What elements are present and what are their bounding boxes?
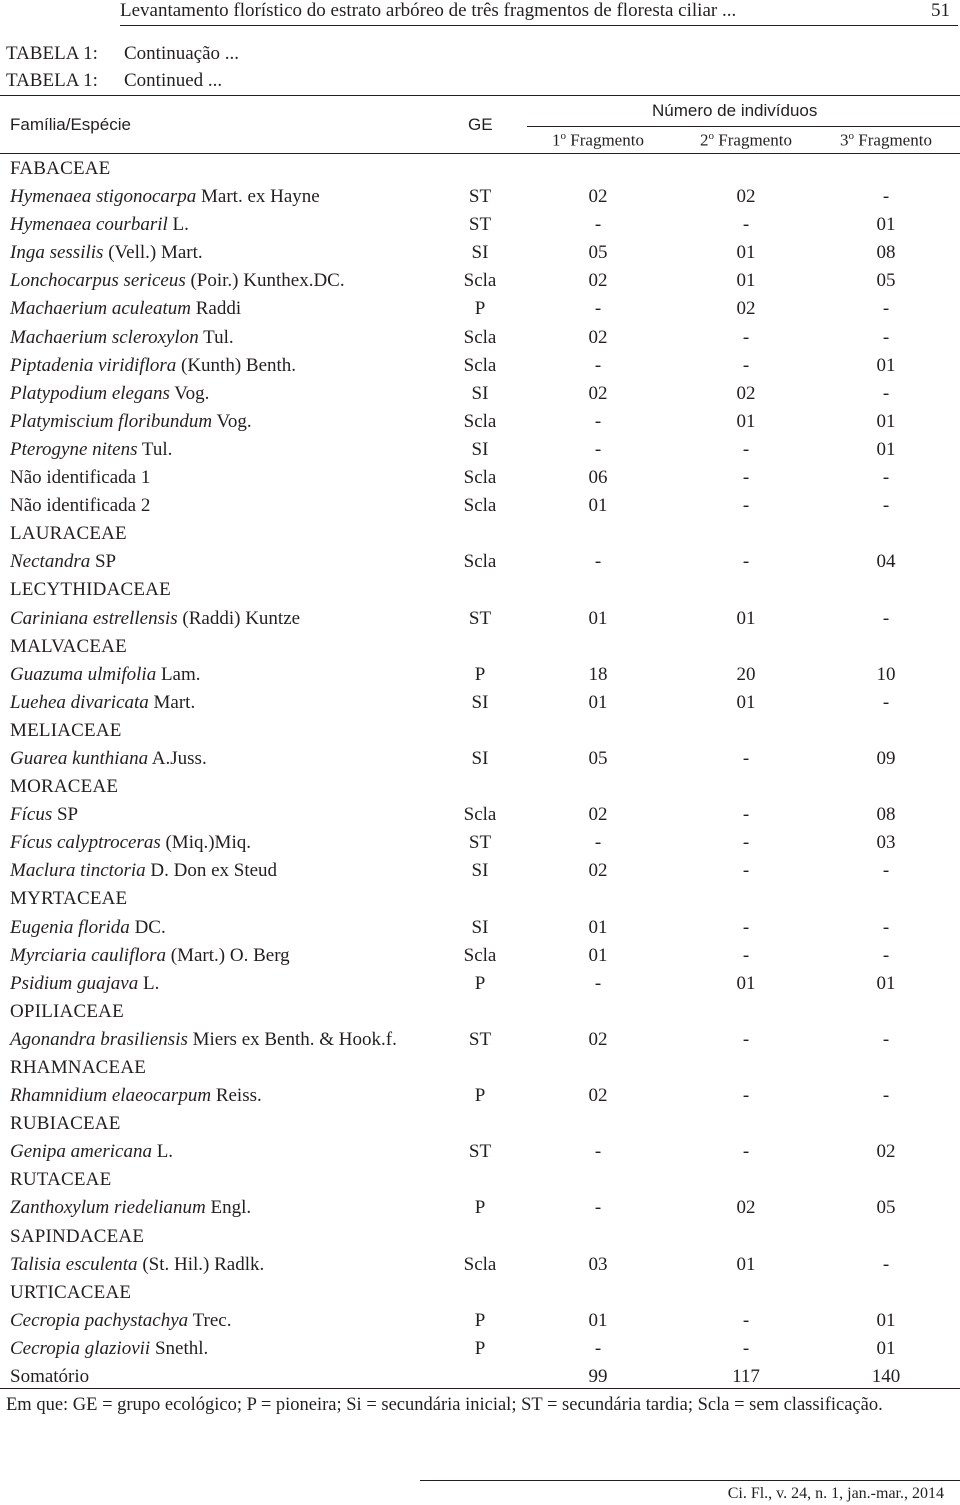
species-author: Somatório	[10, 1366, 90, 1388]
species-author: SP	[90, 551, 117, 573]
ecological-group-cell: SI	[471, 242, 489, 264]
header-bottom-rule	[0, 153, 960, 154]
species-binomial: Guazuma ulmifolia	[10, 663, 157, 685]
ecological-group-cell: Scla	[463, 354, 497, 376]
fragment-1-count: 02	[588, 270, 608, 292]
species-binomial: Piptadenia viridiflora	[10, 354, 177, 376]
species-binomial: Cecropia glaziovii	[10, 1337, 151, 1359]
species-binomial: Cariniana estrellensis	[10, 607, 178, 629]
fragment-1-count: -	[594, 214, 602, 236]
fragment-1-count: 06	[588, 467, 608, 489]
fragment-1-count: 99	[588, 1366, 608, 1388]
species-binomial: Guarea kunthiana	[10, 747, 149, 769]
running-head-title: Levantamento florístico do estrato arbóreo de três fragmentos de floresta ciliar ...	[120, 0, 737, 21]
ecological-group-cell: ST	[468, 607, 492, 629]
fragment-2-count: -	[742, 438, 750, 460]
species-binomial: Cecropia pachystachya	[10, 1309, 189, 1331]
species-author: Mart. ex Hayne	[196, 186, 320, 208]
species-name	[10, 942, 290, 970]
species-binomial: Rhamnidium elaeocarpum	[10, 1085, 212, 1107]
species-author: Não identificada 1	[10, 467, 151, 489]
species-row	[0, 1194, 960, 1222]
species-row	[0, 745, 960, 773]
ecological-group-cell: P	[474, 1085, 486, 1107]
ecological-group-cell: ST	[468, 214, 492, 236]
species-binomial: Talisia esculenta	[10, 1253, 138, 1275]
fragment-3-count: 03	[876, 832, 896, 854]
species-row	[0, 970, 960, 998]
ecological-group-cell: P	[474, 972, 486, 994]
fragment-1-count: 02	[588, 860, 608, 882]
species-binomial: Psidium guajava	[10, 972, 139, 994]
species-author: L.	[151, 1141, 174, 1163]
table-body	[0, 155, 960, 1391]
fragment-2-count: -	[742, 326, 750, 348]
species-author: (Kunth) Benth.	[176, 354, 297, 376]
fragment-1-count: 02	[588, 186, 608, 208]
column-header-ge: GE	[468, 115, 493, 134]
journal-citation: Ci. Fl., v. 24, n. 1, jan.-mar., 2014	[727, 1485, 944, 1502]
ecological-group-cell: Scla	[463, 410, 497, 432]
species-row	[0, 1026, 960, 1054]
family-name: RUTACEAE	[10, 1169, 112, 1191]
fragment-2-count: -	[742, 1085, 750, 1107]
species-name	[10, 970, 159, 998]
fragment-3-count: 09	[876, 747, 896, 769]
fragment-3-count: -	[882, 382, 890, 404]
fragment-1-count: 01	[588, 916, 608, 938]
fragment-1-count: 01	[588, 495, 608, 517]
fragment-1-count: -	[594, 1337, 602, 1359]
species-name	[10, 661, 201, 689]
fragment-3-count: -	[882, 1028, 890, 1050]
fragment-2-count: 20	[736, 663, 756, 685]
fragment-2-count: -	[742, 1028, 750, 1050]
fragment-2-count: 01	[736, 270, 756, 292]
fragment-1-count: 01	[588, 944, 608, 966]
species-author: Engl.	[205, 1197, 252, 1219]
species-name	[10, 436, 172, 464]
fragment-2-count: 01	[736, 410, 756, 432]
ecological-group-cell: Scla	[463, 270, 497, 292]
fragment-3-count: 140	[871, 1366, 901, 1388]
fragment-2-count: 01	[736, 242, 756, 264]
fragment-2-count: -	[742, 467, 750, 489]
footer-rule	[420, 1480, 960, 1481]
species-author: Snethl.	[150, 1337, 209, 1359]
species-author: Mart.	[148, 691, 196, 713]
fragment-3-count: -	[882, 1253, 890, 1275]
species-binomial: Pterogyne nitens	[10, 438, 138, 460]
fragment-3-count: 02	[876, 1141, 896, 1163]
species-binomial: Hymenaea stigonocarpa	[10, 186, 197, 208]
species-row	[0, 183, 960, 211]
species-name	[10, 829, 251, 857]
family-row	[0, 773, 960, 801]
fragment-2-count: -	[742, 804, 750, 826]
species-row	[0, 1082, 960, 1110]
ecological-group-cell: ST	[468, 186, 492, 208]
fragment-3-count: -	[882, 691, 890, 713]
family-name: MYRTACEAE	[10, 888, 128, 910]
table-footnote: Em que: GE = grupo ecológico; P = pioneira; Si = secundária inicial; ST = secundária tardia; Scla = sem classificação.	[6, 1395, 883, 1415]
fragment-1-count: 02	[588, 326, 608, 348]
fragment-3-count: 04	[876, 551, 896, 573]
running-head	[120, 0, 950, 24]
total-row	[0, 1363, 960, 1391]
ecological-group-cell: P	[474, 1197, 486, 1219]
fragment-2-count: -	[742, 1337, 750, 1359]
species-name	[10, 1307, 231, 1335]
species-name	[10, 1026, 397, 1054]
fragment-1-count: -	[594, 832, 602, 854]
fragment-2-count: -	[742, 916, 750, 938]
species-name	[10, 239, 203, 267]
species-name	[10, 689, 195, 717]
species-author: SP	[52, 804, 79, 826]
family-name: LAURACEAE	[10, 523, 127, 545]
species-row	[0, 464, 960, 492]
species-row	[0, 492, 960, 520]
fragment-3-count: 08	[876, 804, 896, 826]
species-binomial: Nectandra	[10, 551, 91, 573]
species-binomial: Fícus calyptroceras	[10, 832, 161, 854]
column-header-fragment-1: 1$^o$ Fragmento	[552, 130, 644, 150]
ecological-group-cell: SI	[471, 860, 489, 882]
family-name: MORACEAE	[10, 776, 119, 798]
species-row	[0, 857, 960, 885]
fragment-3-count: -	[882, 1085, 890, 1107]
species-name	[10, 380, 209, 408]
fragment-3-count: 10	[876, 663, 896, 685]
species-row	[0, 605, 960, 633]
ecological-group-cell: SI	[471, 691, 489, 713]
fragment-3-count: -	[882, 916, 890, 938]
species-name	[10, 548, 116, 576]
ecological-group-cell: SI	[471, 916, 489, 938]
family-name: MELIACEAE	[10, 719, 122, 741]
table-bottom-rule	[0, 1388, 960, 1389]
species-name	[10, 857, 277, 885]
species-name	[10, 464, 150, 492]
family-row	[0, 633, 960, 661]
family-name: RUBIACEAE	[10, 1113, 121, 1135]
species-binomial: Fícus	[10, 804, 53, 826]
species-row	[0, 211, 960, 239]
species-row	[0, 548, 960, 576]
species-binomial: Myrciaria cauliflora	[10, 944, 167, 966]
species-author: L.	[167, 214, 189, 236]
species-row	[0, 829, 960, 857]
ecological-group-cell: P	[474, 298, 486, 320]
caption-label: TABELA 1:	[6, 70, 98, 91]
species-author: (Vell.) Mart.	[103, 242, 203, 264]
family-row	[0, 717, 960, 745]
fragment-1-count: -	[594, 1141, 602, 1163]
fragment-2-count: -	[742, 832, 750, 854]
species-name	[10, 295, 241, 323]
fragment-1-count: 02	[588, 804, 608, 826]
column-header-fragment-2: 2$^o$ Fragmento	[700, 130, 792, 150]
species-row	[0, 1138, 960, 1166]
species-row	[0, 801, 960, 829]
header-rule	[120, 25, 958, 26]
species-binomial: Zanthoxylum riedelianum	[10, 1197, 206, 1219]
fragment-3-count: -	[882, 186, 890, 208]
species-row	[0, 1335, 960, 1363]
species-binomial: Machaerium aculeatum	[10, 298, 191, 320]
fragment-1-count: -	[594, 354, 602, 376]
ecological-group-cell: Scla	[463, 804, 497, 826]
fragment-3-count: -	[882, 495, 890, 517]
species-name	[10, 1138, 173, 1166]
species-author: (Poir.) Kunthex.DC.	[185, 270, 345, 292]
species-row	[0, 239, 960, 267]
column-header-fragment-3: 3$^o$ Fragmento	[840, 130, 932, 150]
fragment-1-count: 01	[588, 1309, 608, 1331]
species-author: L.	[138, 972, 160, 994]
caption-label: TABELA 1:	[6, 43, 98, 64]
family-name: LECYTHIDACEAE	[10, 579, 171, 601]
family-row	[0, 1279, 960, 1307]
ecological-group-cell: Scla	[463, 495, 497, 517]
species-name	[10, 492, 150, 520]
species-row	[0, 352, 960, 380]
fragment-3-count: 01	[876, 410, 896, 432]
species-name	[10, 211, 189, 239]
fragment-2-count: -	[742, 1309, 750, 1331]
fragment-3-count: 08	[876, 242, 896, 264]
species-binomial: Genipa americana	[10, 1141, 152, 1163]
fragment-1-count: 02	[588, 1028, 608, 1050]
species-row	[0, 1307, 960, 1335]
fragment-3-count: -	[882, 326, 890, 348]
fragment-1-count: -	[594, 1197, 602, 1219]
species-author: (Raddi) Kuntze	[177, 607, 301, 629]
species-row	[0, 380, 960, 408]
fragment-2-count: -	[742, 860, 750, 882]
fragment-3-count: -	[882, 467, 890, 489]
species-author: A.Juss.	[148, 747, 207, 769]
fragment-3-count: 01	[876, 1309, 896, 1331]
species-author: (Mart.) O. Berg	[166, 944, 290, 966]
species-row	[0, 408, 960, 436]
ecological-group-cell: Scla	[463, 944, 497, 966]
species-binomial: Platypodium elegans	[10, 382, 170, 404]
species-name	[10, 1251, 264, 1279]
fragment-1-count: -	[594, 972, 602, 994]
ecological-group-cell: Scla	[463, 467, 497, 489]
fragment-3-count: 05	[876, 270, 896, 292]
species-row	[0, 436, 960, 464]
fragment-2-count: 01	[736, 691, 756, 713]
family-row	[0, 520, 960, 548]
species-name	[10, 914, 166, 942]
family-name: FABACEAE	[10, 158, 111, 179]
fragment-3-count: 01	[876, 1337, 896, 1359]
species-binomial: Agonandra brasiliensis	[10, 1028, 188, 1050]
fragment-2-count: -	[742, 354, 750, 376]
fragment-1-count: -	[594, 438, 602, 460]
fragment-2-count: 01	[736, 607, 756, 629]
fragment-2-count: -	[742, 747, 750, 769]
species-name	[10, 1363, 89, 1391]
ecological-group-cell: SI	[471, 382, 489, 404]
table-caption-pt	[6, 43, 239, 65]
species-binomial: Lonchocarpus sericeus	[10, 270, 186, 292]
species-name	[10, 183, 320, 211]
species-name	[10, 1082, 262, 1110]
species-name	[10, 408, 252, 436]
species-author: Vog.	[212, 410, 252, 432]
species-binomial: Inga sessilis	[10, 242, 104, 264]
ecological-group-cell: P	[474, 663, 486, 685]
ecological-group-cell: SI	[471, 438, 489, 460]
fragment-2-count: 02	[736, 298, 756, 320]
species-author: Lam.	[156, 663, 201, 685]
fragment-1-count: 01	[588, 691, 608, 713]
species-name	[10, 324, 234, 352]
fragment-1-count: 05	[588, 747, 608, 769]
fragment-1-count: -	[594, 551, 602, 573]
species-author: (St. Hil.) Radlk.	[137, 1253, 265, 1275]
fragment-2-count: -	[742, 944, 750, 966]
family-row	[0, 1110, 960, 1138]
fragment-3-count: 05	[876, 1197, 896, 1219]
fragment-2-count: 02	[736, 186, 756, 208]
species-binomial: Luehea divaricata	[10, 691, 149, 713]
species-row	[0, 661, 960, 689]
header-sub-rule	[527, 126, 960, 127]
fragment-2-count: 02	[736, 1197, 756, 1219]
ecological-group-cell: SI	[471, 747, 489, 769]
fragment-1-count: 05	[588, 242, 608, 264]
species-author: Tul.	[198, 326, 234, 348]
species-name	[10, 745, 207, 773]
family-row	[0, 998, 960, 1026]
fragment-2-count: -	[742, 214, 750, 236]
ecological-group-cell: Scla	[463, 1253, 497, 1275]
species-author: Não identificada 2	[10, 495, 151, 517]
fragment-1-count: 18	[588, 663, 608, 685]
species-author: Miers ex Benth. & Hook.f.	[187, 1028, 397, 1050]
species-binomial: Maclura tinctoria	[10, 860, 146, 882]
fragment-1-count: -	[594, 410, 602, 432]
species-row	[0, 942, 960, 970]
fragment-1-count: 02	[588, 382, 608, 404]
ecological-group-cell: ST	[468, 1028, 492, 1050]
species-name	[10, 1194, 251, 1222]
caption-text: Continuação ...	[124, 43, 240, 64]
species-binomial: Hymenaea courbaril	[10, 214, 168, 236]
page-number: 51	[931, 0, 950, 21]
species-author: Trec.	[188, 1309, 232, 1331]
ecological-group-cell: Scla	[463, 326, 497, 348]
species-author: D. Don ex Steud	[145, 860, 278, 882]
family-name: OPILIACEAE	[10, 1000, 124, 1022]
species-author: Tul.	[137, 438, 173, 460]
ecological-group-cell: P	[474, 1309, 486, 1331]
fragment-3-count: -	[882, 860, 890, 882]
fragment-1-count: -	[594, 298, 602, 320]
fragment-2-count: -	[742, 551, 750, 573]
family-name: SAPINDACEAE	[10, 1225, 145, 1247]
fragment-2-count: -	[742, 495, 750, 517]
caption-text: Continued ...	[124, 70, 223, 91]
species-author: (Miq.)Miq.	[160, 832, 251, 854]
species-name	[10, 267, 345, 295]
species-binomial: Platymiscium floribundum	[10, 410, 213, 432]
family-name: URTICACEAE	[10, 1281, 132, 1303]
fragment-1-count: 02	[588, 1085, 608, 1107]
fragment-3-count: 01	[876, 438, 896, 460]
table-caption-en	[6, 70, 222, 92]
column-header-number-of-individuals: Número de indivíduos	[652, 101, 818, 120]
family-row	[0, 155, 960, 183]
species-name	[10, 1335, 208, 1363]
family-row	[0, 885, 960, 913]
species-row	[0, 914, 960, 942]
species-author: DC.	[129, 916, 166, 938]
fragment-2-count: 117	[732, 1366, 760, 1388]
ecological-group-cell: ST	[468, 1141, 492, 1163]
ecological-group-cell: P	[474, 1337, 486, 1359]
fragment-3-count: 01	[876, 972, 896, 994]
species-row	[0, 689, 960, 717]
species-binomial: Eugenia florida	[10, 916, 130, 938]
family-row	[0, 1054, 960, 1082]
family-row	[0, 1166, 960, 1194]
fragment-1-count: 03	[588, 1253, 608, 1275]
fragment-3-count: -	[882, 944, 890, 966]
fragment-1-count: 01	[588, 607, 608, 629]
fragment-3-count: -	[882, 607, 890, 629]
species-row	[0, 324, 960, 352]
family-name: MALVACEAE	[10, 635, 127, 657]
fragment-2-count: 02	[736, 382, 756, 404]
fragment-2-count: 01	[736, 972, 756, 994]
family-row	[0, 1223, 960, 1251]
species-row	[0, 1251, 960, 1279]
species-name	[10, 352, 296, 380]
fragment-2-count: 01	[736, 1253, 756, 1275]
family-row	[0, 576, 960, 604]
table-top-rule	[0, 95, 960, 96]
ecological-group-cell: Scla	[463, 551, 497, 573]
species-row	[0, 267, 960, 295]
species-author: Vog.	[169, 382, 210, 404]
ecological-group-cell: ST	[468, 832, 492, 854]
fragment-3-count: 01	[876, 354, 896, 376]
species-author: Raddi	[190, 298, 242, 320]
species-name	[10, 605, 300, 633]
family-name: RHAMNACEAE	[10, 1057, 147, 1078]
fragment-2-count: -	[742, 1141, 750, 1163]
species-binomial: Machaerium scleroxylon	[10, 326, 199, 348]
column-header-family-species: Família/Espécie	[10, 115, 131, 134]
fragment-3-count: -	[882, 298, 890, 320]
species-name	[10, 801, 78, 829]
species-row	[0, 295, 960, 323]
species-author: Reiss.	[211, 1085, 262, 1107]
fragment-3-count: 01	[876, 214, 896, 236]
